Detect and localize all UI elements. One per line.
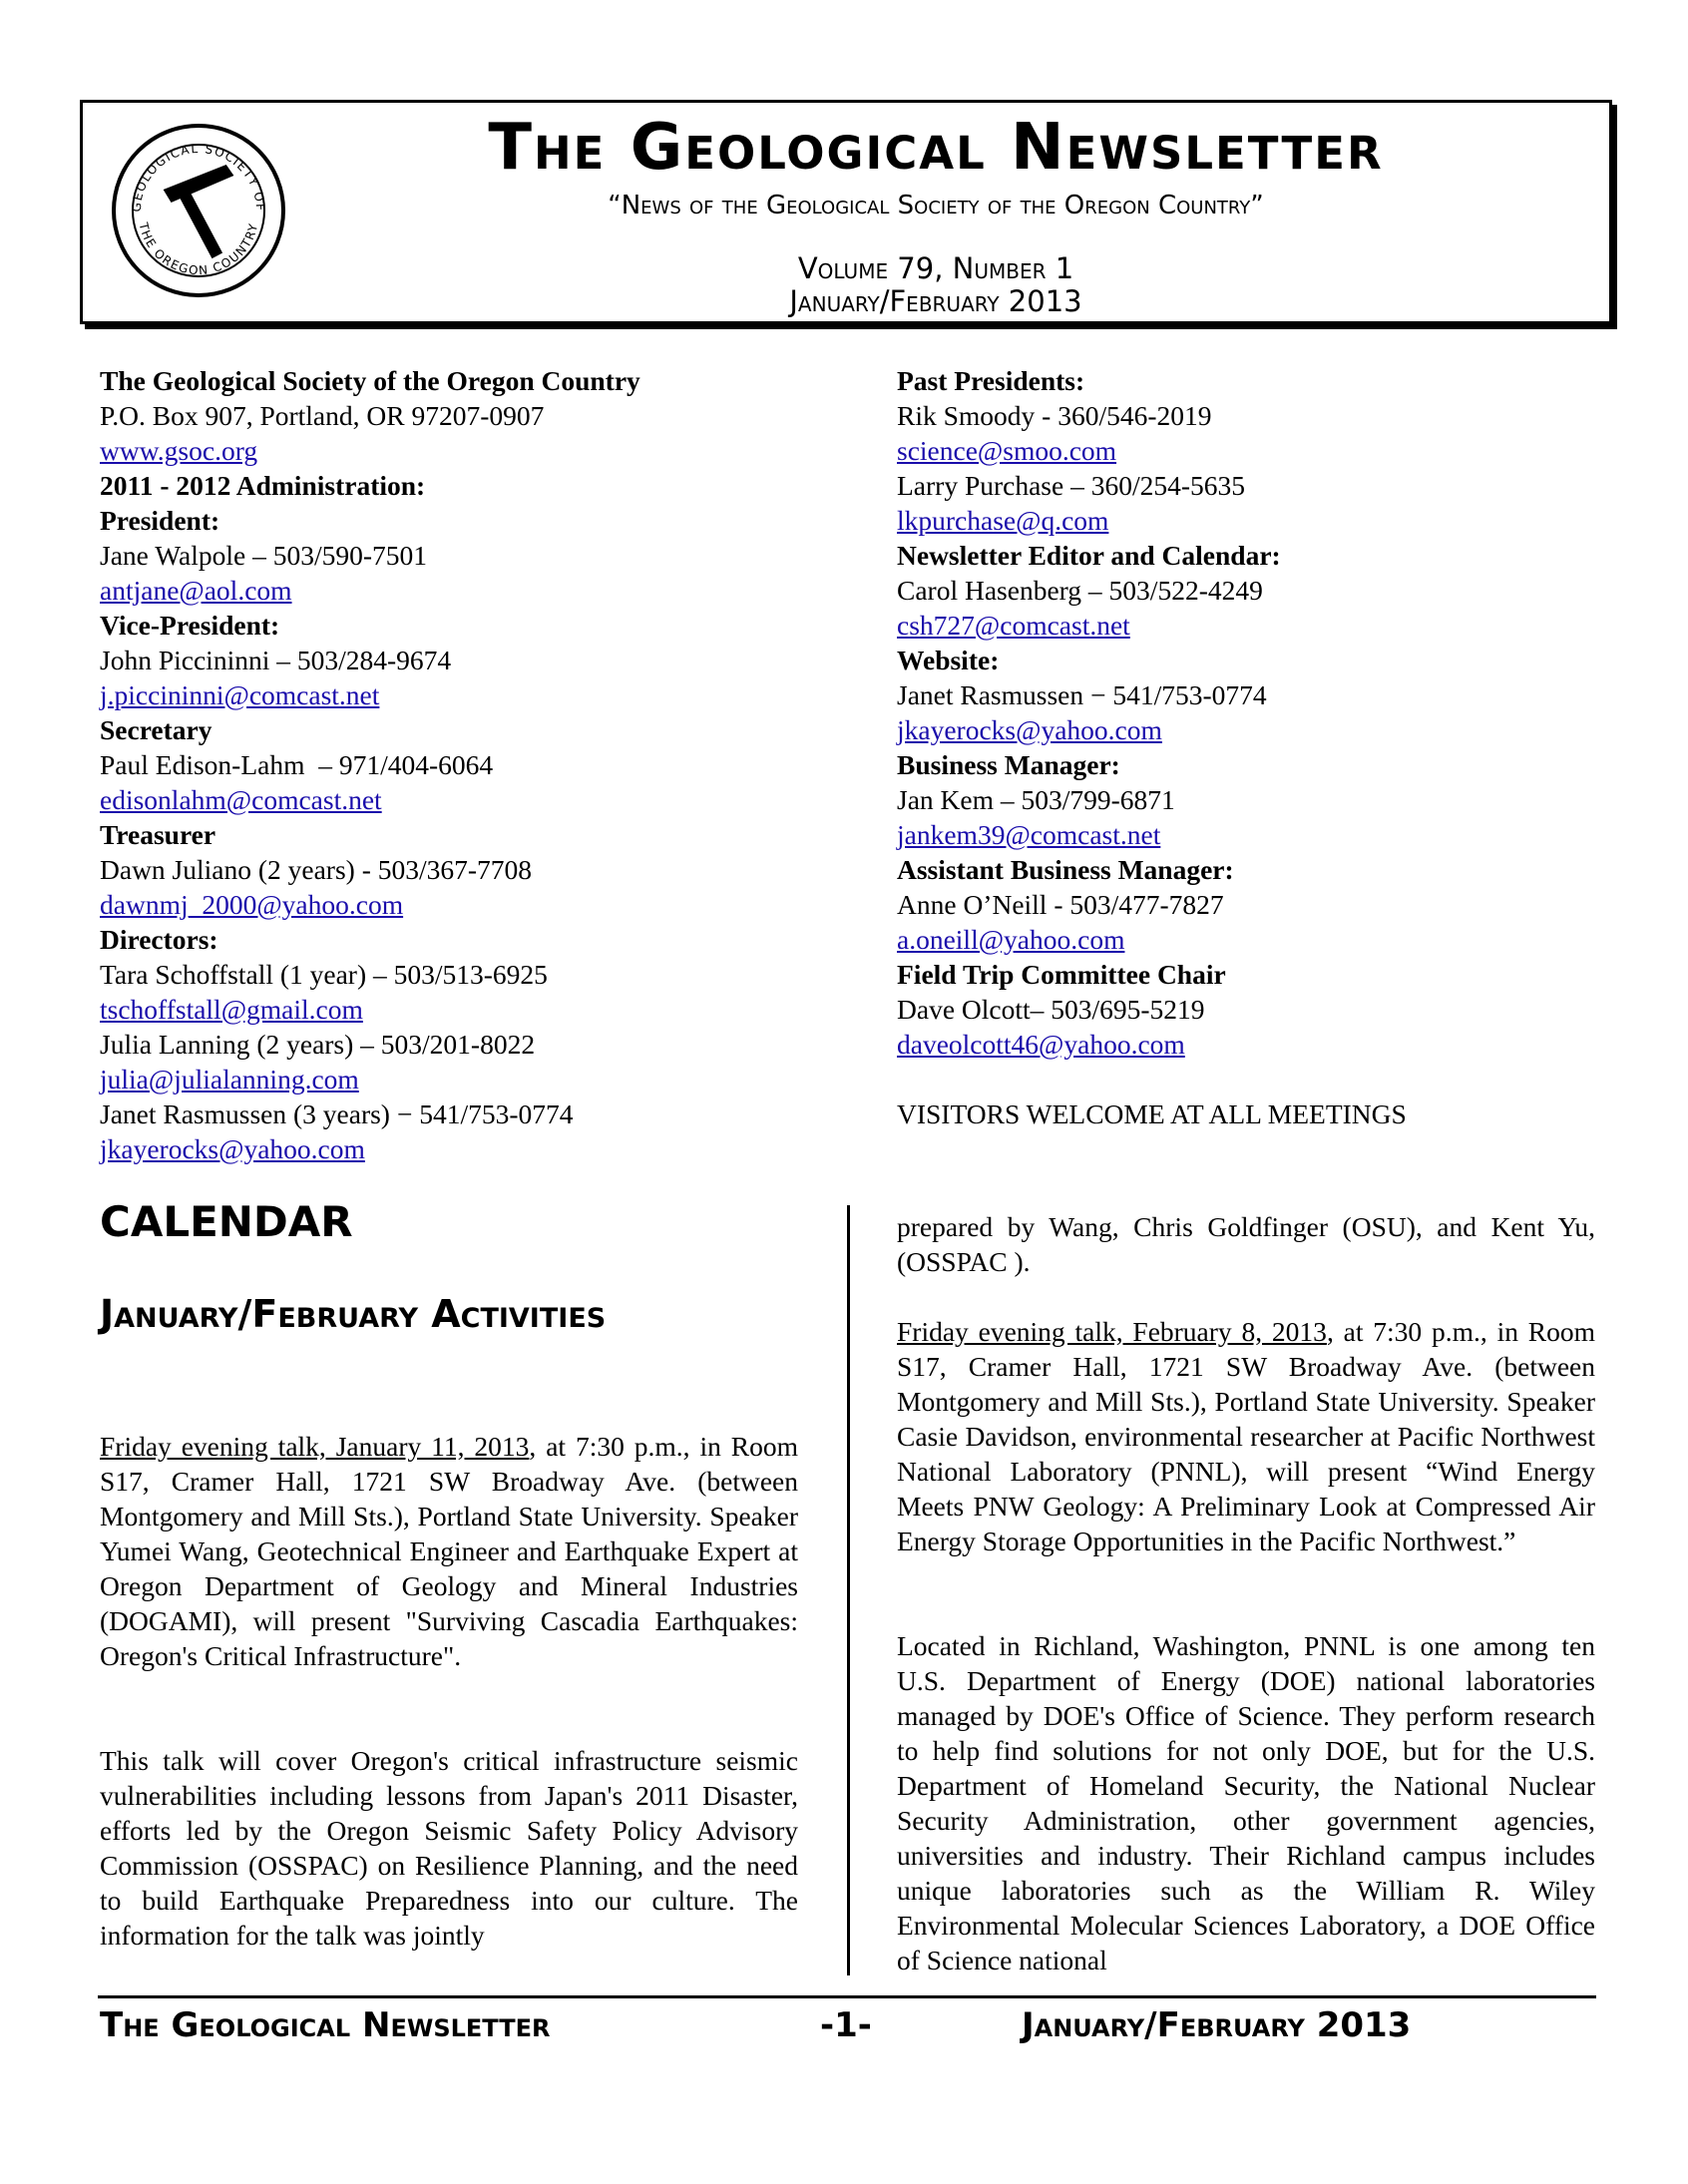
calendar-heading: CALENDAR xyxy=(100,1197,353,1246)
society-seal-logo xyxy=(111,123,286,298)
email-link[interactable]: tschoffstall@gmail.com xyxy=(100,994,363,1025)
role-secretary: Secretary xyxy=(100,714,212,745)
activities-heading: January/February Activities xyxy=(100,1292,607,1336)
event-date-feb: Friday evening talk, February 8, 2013 xyxy=(897,1316,1327,1347)
masthead xyxy=(80,100,1612,324)
issue-date: January/February 2013 xyxy=(789,284,1082,318)
email-link[interactable]: lkpurchase@q.com xyxy=(897,505,1109,536)
director-line: Julia Lanning (2 years) – 503/201-8022 xyxy=(100,1029,536,1060)
officer-line: Dawn Juliano (2 years) - 503/367-7708 xyxy=(100,854,533,885)
role-assistant-business-manager: Assistant Business Manager: xyxy=(897,854,1234,885)
director-line: Janet Rasmussen (3 years) − 541/753-0774 xyxy=(100,1098,574,1129)
newsletter-subtitle: “News of the Geological Society of the Oregon Country” xyxy=(608,191,1264,220)
officer-line: Jan Kem – 503/799-6871 xyxy=(897,784,1175,815)
visitors-welcome: VISITORS WELCOME AT ALL MEETINGS xyxy=(897,1098,1407,1129)
email-link[interactable]: a.oneill@yahoo.com xyxy=(897,924,1125,955)
volume-number: Volume 79, Number 1 xyxy=(797,251,1074,285)
officers-left-column xyxy=(100,363,838,1166)
role-website: Website: xyxy=(897,645,1000,675)
officer-line: Anne O’Neill - 503/477-7827 xyxy=(897,889,1224,920)
footer-date: January/February 2013 xyxy=(1022,2005,1412,2045)
column-divider xyxy=(847,1205,850,1975)
officer-line: Dave Olcott– 503/695-5219 xyxy=(897,994,1205,1025)
email-link[interactable]: dawnmj_2000@yahoo.com xyxy=(100,889,404,920)
officer-line: Paul Edison-Lahm – 971/404-6064 xyxy=(100,749,494,780)
role-field-trip-chair: Field Trip Committee Chair xyxy=(897,959,1226,990)
email-link[interactable]: j.piccininni@comcast.net xyxy=(100,679,380,710)
officers-right-column xyxy=(897,363,1615,1131)
role-president: President: xyxy=(100,505,220,536)
officer-line: John Piccininni – 503/284-9674 xyxy=(100,645,452,675)
issue-info xyxy=(322,252,1549,318)
officer-line: Jane Walpole – 503/590-7501 xyxy=(100,540,427,571)
email-link[interactable]: antjane@aol.com xyxy=(100,575,292,606)
email-link[interactable]: jkayerocks@yahoo.com xyxy=(100,1133,365,1164)
article-paragraph-3: prepared by Wang, Chris Goldfinger (OSU), and Kent Yu, (OSSPAC ). xyxy=(897,1211,1595,1277)
email-link[interactable]: jankem39@comcast.net xyxy=(897,819,1161,850)
email-link[interactable]: science@smoo.com xyxy=(897,435,1117,466)
email-link[interactable]: daveolcott46@yahoo.com xyxy=(897,1029,1185,1060)
email-link[interactable]: edisonlahm@comcast.net xyxy=(100,784,382,815)
role-newsletter-editor: Newsletter Editor and Calendar: xyxy=(897,540,1281,571)
director-line: Tara Schoffstall (1 year) – 503/513-6925 xyxy=(100,959,548,990)
event-date-jan: Friday evening talk, January 11, 2013 xyxy=(100,1431,530,1462)
email-link[interactable]: csh727@comcast.net xyxy=(897,610,1130,641)
svg-text:GEOLOGICAL SOCIETY OF: GEOLOGICAL SOCIETY OF xyxy=(129,141,268,213)
officer-line: Rik Smoody - 360/546-2019 xyxy=(897,400,1212,431)
role-business-manager: Business Manager: xyxy=(897,749,1120,780)
role-vice-president: Vice-President: xyxy=(100,610,280,641)
footer-rule xyxy=(98,1995,1596,1998)
page-number: -1- xyxy=(820,2005,872,2045)
society-address: P.O. Box 907, Portland, OR 97207-0907 xyxy=(100,400,545,431)
role-treasurer: Treasurer xyxy=(100,819,216,850)
newsletter-title: The Geological Newsletter xyxy=(488,111,1384,185)
website-link[interactable]: www.gsoc.org xyxy=(100,435,258,466)
officer-line: Larry Purchase – 360/254-5635 xyxy=(897,470,1246,501)
svg-text:THE OREGON COUNTRY: THE OREGON COUNTRY xyxy=(136,220,261,278)
article-paragraph-4: Friday evening talk, February 8, 2013, at 7:30 p.m., in Room S17, Cramer Hall, 1721 SW Broadway Ave. (between Montgomery and Mill Sts.), Portland State University. Speaker Casie Davidson, environmental researcher at Pacific Northwest National Laboratory (PNNL), will present “Wind Energy Meets PNW Geology: A Preliminary Look at Compressed Air Energy Storage Opportunities in the Pacific Northwest.” xyxy=(897,1316,1596,1556)
admin-heading: 2011 - 2012 Administration: xyxy=(100,470,426,501)
officer-line: Janet Rasmussen − 541/753-0774 xyxy=(897,679,1267,710)
society-name: The Geological Society of the Oregon Country xyxy=(100,365,640,396)
article-paragraph-1: Friday evening talk, January 11, 2013, at 7:30 p.m., in Room S17, Cramer Hall, 1721 SW Broadway Ave. (between Montgomery and Mill Sts.), Portland State University. Speaker Yumei Wang, Geotechnical Engineer and Earthquake Expert at Oregon Department of Geology and Mineral Industries (DOGAMI), will present "Surviving Cascadia Earthquakes: Oregon's Critical Infrastructure". xyxy=(100,1431,799,1671)
email-link[interactable]: julia@julialanning.com xyxy=(100,1064,359,1094)
article-paragraph-2: This talk will cover Oregon's critical infrastructure seismic vulnerabilities including lessons from Japan's 2011 Disaster, efforts led by the Oregon Seismic Safety Policy Advisory Commission (OSSPAC) on Resilience Planning, and the need to build Earthquake Preparedness into our culture. The information for the talk was jointly xyxy=(100,1745,798,1951)
officer-line: Carol Hasenberg – 503/522-4249 xyxy=(897,575,1263,606)
role-directors: Directors: xyxy=(100,924,218,955)
role-past-presidents: Past Presidents: xyxy=(897,365,1085,396)
footer-title: The Geological Newsletter xyxy=(100,2005,551,2045)
email-link[interactable]: jkayerocks@yahoo.com xyxy=(897,714,1162,745)
article-paragraph-5: Located in Richland, Washington, PNNL is one among ten U.S. Department of Energy (DOE) national laboratories managed by DOE's Office of Science. They perform research to help find solutions for not only DOE, but for the U.S. Department of Homeland Security, the National Nuclear Security Administration, other government agencies, universities and industry. Their Richland campus includes unique laboratories such as the William R. Wiley Environmental Molecular Sciences Laboratory, a DOE Office of Science national xyxy=(897,1630,1595,1975)
